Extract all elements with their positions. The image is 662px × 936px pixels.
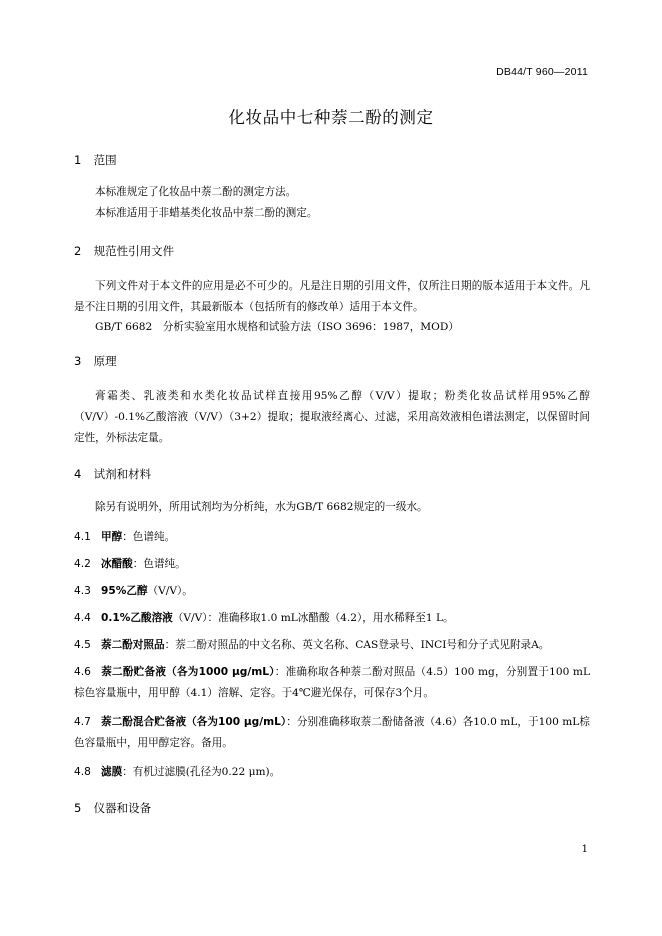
clause-4-8	[74, 762, 590, 783]
clause-term: 萘二酚贮备液（各为1000 μg/mL）	[101, 666, 275, 678]
clause-number: 4.4	[74, 612, 91, 624]
section-number: 3	[74, 354, 82, 368]
section-title: 仪器和设备	[93, 801, 152, 815]
paragraph: 膏霜类、乳液类和水类化妆品试样直接用95%乙醇（V/V）提取；粉类化妆品试样用95%乙醇（V/V）-0.1%乙酸溶液（V/V）（3+2）提取；提取液经离心、过滤，采用高效液相色谱法测定，以保留时间定性，外标法定量。	[74, 390, 590, 444]
clause-4-4	[74, 608, 590, 629]
section-title: 范围	[93, 153, 117, 167]
section-title: 规范性引用文件	[93, 244, 175, 258]
clause-term: 萘二酚混合贮备液（各为100 μg/mL）	[101, 716, 287, 728]
section-2-heading	[74, 243, 174, 259]
page-number: 1	[581, 844, 588, 855]
section-title: 原理	[93, 354, 117, 368]
clause-text: ：色谱纯。	[122, 531, 176, 543]
reference-entry: GB/T 6682 分析实验室用水规格和试验方法（ISO 3696：1987，MOD）	[95, 321, 459, 333]
clause-number: 4.2	[74, 558, 91, 570]
paragraph: 下列文件对于本文件的应用是必不可少的。凡是注日期的引用文件，仅所注日期的版本适用于本文件。凡是不注日期的引用文件，其最新版本（包括所有的修改单）适用于本文件。	[74, 280, 590, 313]
clause-4-3	[74, 581, 590, 602]
section-number: 4	[74, 467, 82, 481]
clause-text: ：有机过滤膜(孔径为0.22 μm)。	[122, 766, 281, 778]
section-number: 5	[74, 801, 82, 815]
clause-number: 4.7	[74, 716, 91, 728]
section-title: 试剂和材料	[93, 467, 152, 481]
paragraph: 除另有说明外，所用试剂均为分析纯，水为GB/T 6682规定的一级水。	[95, 501, 428, 513]
paragraph: 本标准适用于非蜡基类化妆品中萘二酚的测定。	[95, 207, 318, 219]
clause-number: 4.5	[74, 639, 91, 651]
clause-term: 0.1%乙酸溶液	[101, 612, 173, 624]
clause-term: 甲醇	[101, 531, 123, 543]
clause-number: 4.8	[74, 766, 91, 778]
section-1-heading	[74, 152, 117, 168]
clause-text: ：色谱纯。	[132, 558, 186, 570]
clause-number: 4.6	[74, 666, 91, 678]
section-5-heading	[74, 800, 151, 816]
clause-4-6	[74, 662, 590, 704]
section-number: 1	[74, 153, 82, 167]
clause-text: ：分别准确移取萘二酚储备液（4.6）各10.0 mL，于100 mL棕色容量瓶中，用甲醇定容。备用。	[74, 716, 590, 749]
clause-4-1	[74, 527, 590, 548]
clause-text: ：准确称取各种萘二酚对照品（4.5）100 mg，分别置于100 mL棕色容量瓶中，用甲醇（4.1）溶解、定容。于4℃避光保存，可保存3个月。	[74, 666, 590, 699]
section-4-heading	[74, 466, 151, 482]
clause-text: （V/V）。	[147, 585, 193, 597]
clause-term: 滤膜	[101, 766, 123, 778]
clause-text: （V/V）：准确移取1.0 mL冰醋酸（4.2），用水稀释至1 L。	[172, 612, 454, 624]
clause-number: 4.3	[74, 585, 91, 597]
section-3-heading	[74, 353, 117, 369]
clause-text: ：萘二酚对照品的中文名称、英文名称、CAS登录号、INCI号和分子式见附录A。	[164, 639, 550, 651]
clause-4-5	[74, 635, 590, 656]
clause-term: 冰醋酸	[101, 558, 133, 570]
clause-term: 95%乙醇	[101, 585, 148, 597]
document-title: 化妆品中七种萘二酚的测定	[228, 108, 434, 127]
clause-number: 4.1	[74, 531, 91, 543]
clause-4-7	[74, 712, 590, 754]
standard-code: DB44/T 960—2011	[496, 66, 588, 78]
paragraph: 本标准规定了化妆品中萘二酚的测定方法。	[95, 186, 297, 198]
clause-4-2	[74, 554, 590, 575]
clause-term: 萘二酚对照品	[101, 639, 165, 651]
section-number: 2	[74, 244, 82, 258]
